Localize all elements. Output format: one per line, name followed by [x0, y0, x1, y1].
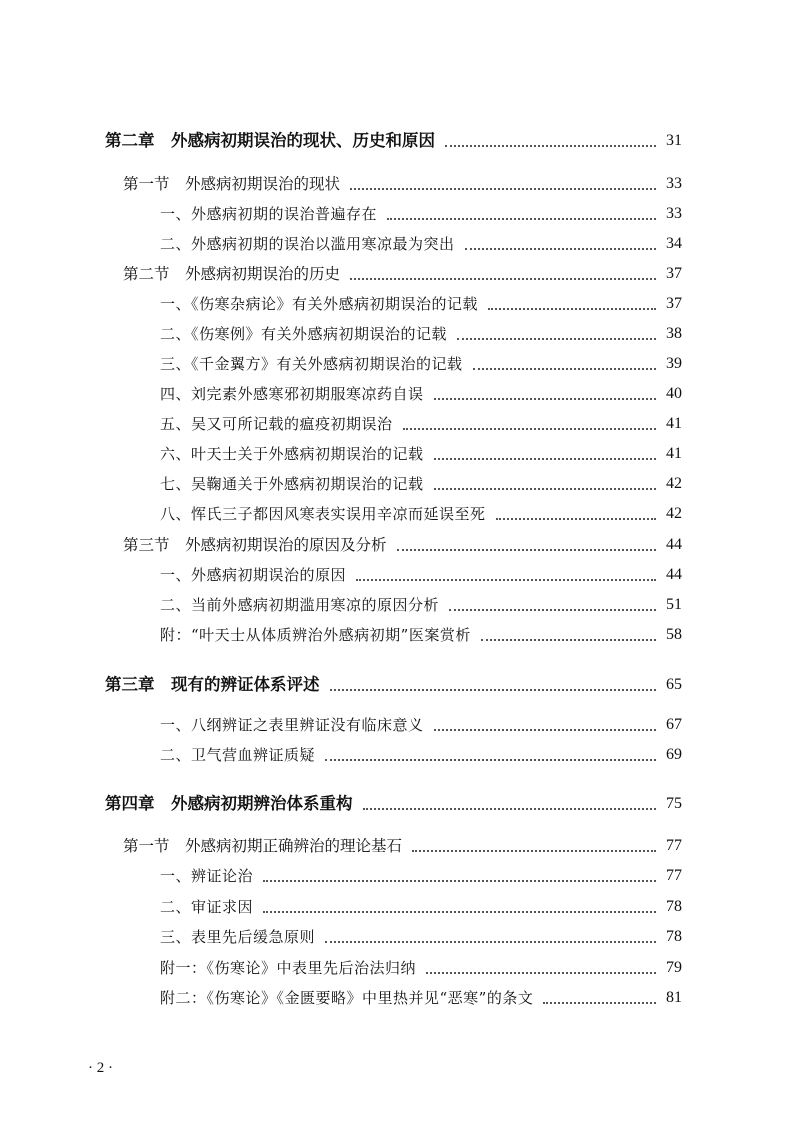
toc-page-number: 81 — [666, 989, 682, 1006]
dot-leader — [434, 398, 656, 400]
toc-entry-title: 第一节 外感病初期误治的现状 — [123, 175, 341, 193]
toc-page-number: 79 — [666, 959, 682, 976]
toc-section-row — [123, 534, 682, 556]
toc-page-number: 78 — [666, 898, 682, 915]
dot-leader — [356, 579, 656, 581]
toc-entry-title: 一、八纲辨证之表里辨证没有临床意义 — [160, 716, 424, 734]
dot-leader — [457, 338, 656, 340]
toc-page-number: 69 — [666, 746, 682, 763]
toc-page-number: 51 — [666, 596, 682, 613]
toc-entry-title: 四、刘完素外感寒邪初期服寒凉药自误 — [160, 385, 424, 403]
toc-item-row — [160, 473, 682, 495]
toc-item-row — [160, 233, 682, 255]
toc-page-number: 34 — [666, 235, 682, 252]
toc-item-row — [160, 896, 682, 918]
dot-leader — [426, 972, 656, 974]
toc-item-row — [160, 865, 682, 887]
toc-entry-title: 二、当前外感病初期滥用寒凉的原因分析 — [160, 596, 440, 614]
page-number: · 2 · — [88, 1060, 113, 1076]
toc-item-row — [160, 203, 682, 225]
dot-leader — [263, 911, 656, 913]
toc-page-number: 78 — [666, 928, 682, 945]
dot-leader — [387, 218, 656, 220]
toc-entry-title: 八、恽氏三子都因风寒表实误用辛凉而延误至死 — [160, 505, 486, 523]
dot-leader — [465, 248, 656, 250]
dot-leader — [488, 308, 656, 310]
toc-item-row — [160, 744, 682, 766]
toc-page-number: 31 — [666, 132, 682, 149]
dot-leader — [412, 850, 656, 852]
toc-entry-title: 第二章 外感病初期误治的现状、历史和原因 — [105, 131, 435, 150]
toc-page-number: 40 — [666, 385, 682, 402]
toc-item-row — [160, 714, 682, 736]
toc-entry-title: 一、辨证论治 — [160, 867, 254, 885]
toc-entry-title: 七、吴鞠通关于外感病初期误治的记载 — [160, 475, 424, 493]
toc-page-number: 44 — [666, 536, 682, 553]
toc-item-row — [160, 353, 682, 375]
toc-entry-title: 三、《千金翼方》有关外感病初期误治的记载 — [160, 355, 463, 373]
toc-item-row — [160, 564, 682, 586]
toc-section-row — [123, 835, 682, 857]
dot-leader — [350, 188, 656, 190]
toc-item-row — [160, 323, 682, 345]
dot-leader — [434, 729, 656, 731]
toc-item-row — [160, 624, 682, 646]
toc-chapter-row — [105, 674, 682, 696]
toc-item-row — [160, 293, 682, 315]
toc-entry-title: 二、审证求因 — [160, 898, 254, 916]
dot-leader — [434, 458, 656, 460]
toc-entry-title: 第三节 外感病初期误治的原因及分析 — [123, 536, 387, 554]
toc-page-number: 39 — [666, 355, 682, 372]
toc-page-number: 33 — [666, 205, 682, 222]
toc-page-number: 67 — [666, 716, 682, 733]
toc-section-row — [123, 173, 682, 195]
dot-leader — [325, 941, 656, 943]
dot-leader — [350, 278, 656, 280]
toc-entry-title: 附一：《伤寒论》中表里先后治法归纳 — [160, 959, 417, 977]
toc-item-row — [160, 957, 682, 979]
toc-page-number: 77 — [666, 837, 682, 854]
toc-page-number: 37 — [666, 295, 682, 312]
toc-item-row — [160, 443, 682, 465]
toc-section-row — [123, 263, 682, 285]
toc-page-number: 44 — [666, 566, 682, 583]
toc-entry-title: 第四章 外感病初期辨治体系重构 — [105, 794, 353, 813]
toc-item-row — [160, 383, 682, 405]
toc-page-number: 38 — [666, 325, 682, 342]
toc-page-number: 41 — [666, 445, 682, 462]
dot-leader — [543, 1002, 656, 1004]
toc-page-number: 37 — [666, 265, 682, 282]
toc-entry-title: 第一节 外感病初期正确辨治的理论基石 — [123, 837, 403, 855]
toc-entry-title: 二、《伤寒例》有关外感病初期误治的记载 — [160, 325, 448, 343]
toc-chapter-row — [105, 130, 682, 152]
dot-leader — [481, 639, 656, 641]
toc-item-row — [160, 926, 682, 948]
dot-leader — [496, 518, 656, 520]
dot-leader — [403, 428, 656, 430]
toc-page-number: 42 — [666, 505, 682, 522]
toc-entry-title: 附二：《伤寒论》《金匮要略》中里热并见“恶寒”的条文 — [160, 989, 534, 1007]
toc-page-number: 42 — [666, 475, 682, 492]
dot-leader — [473, 368, 656, 370]
toc-page-number: 41 — [666, 415, 682, 432]
toc-entry-title: 一、外感病初期误治的原因 — [160, 566, 347, 584]
dot-leader — [449, 609, 656, 611]
toc-page-number: 65 — [666, 676, 682, 693]
toc-entry-title: 二、卫气营血辨证质疑 — [160, 746, 316, 764]
toc-entry-title: 五、吴又可所记载的瘟疫初期误治 — [160, 415, 393, 433]
toc-entry-title: 六、叶天士关于外感病初期误治的记载 — [160, 445, 424, 463]
toc-item-row — [160, 413, 682, 435]
toc-entry-title: 三、表里先后缓急原则 — [160, 928, 316, 946]
toc-entry-title: 第二节 外感病初期误治的历史 — [123, 265, 341, 283]
toc-entry-title: 一、外感病初期的误治普遍存在 — [160, 205, 378, 223]
dot-leader — [363, 808, 657, 810]
dot-leader — [397, 549, 656, 551]
toc-page-number: 33 — [666, 175, 682, 192]
toc-page-number: 58 — [666, 626, 682, 643]
dot-leader — [263, 880, 656, 882]
dot-leader — [325, 759, 656, 761]
toc-chapter-row — [105, 793, 682, 815]
dot-leader — [330, 689, 657, 691]
toc-entry-title: 一、《伤寒杂病论》有关外感病初期误治的记载 — [160, 295, 479, 313]
toc-item-row — [160, 503, 682, 525]
toc-entry-title: 第三章 现有的辨证体系评述 — [105, 675, 320, 694]
toc-entry-title: 附：“叶天士从体质辨治外感病初期”医案赏析 — [160, 626, 471, 644]
toc-item-row — [160, 987, 682, 1009]
toc-page-number: 75 — [666, 795, 682, 812]
toc-page-number: 77 — [666, 867, 682, 884]
toc-entry-title: 二、外感病初期的误治以滥用寒凉最为突出 — [160, 235, 455, 253]
toc-item-row — [160, 594, 682, 616]
dot-leader — [434, 488, 656, 490]
dot-leader — [445, 145, 656, 147]
